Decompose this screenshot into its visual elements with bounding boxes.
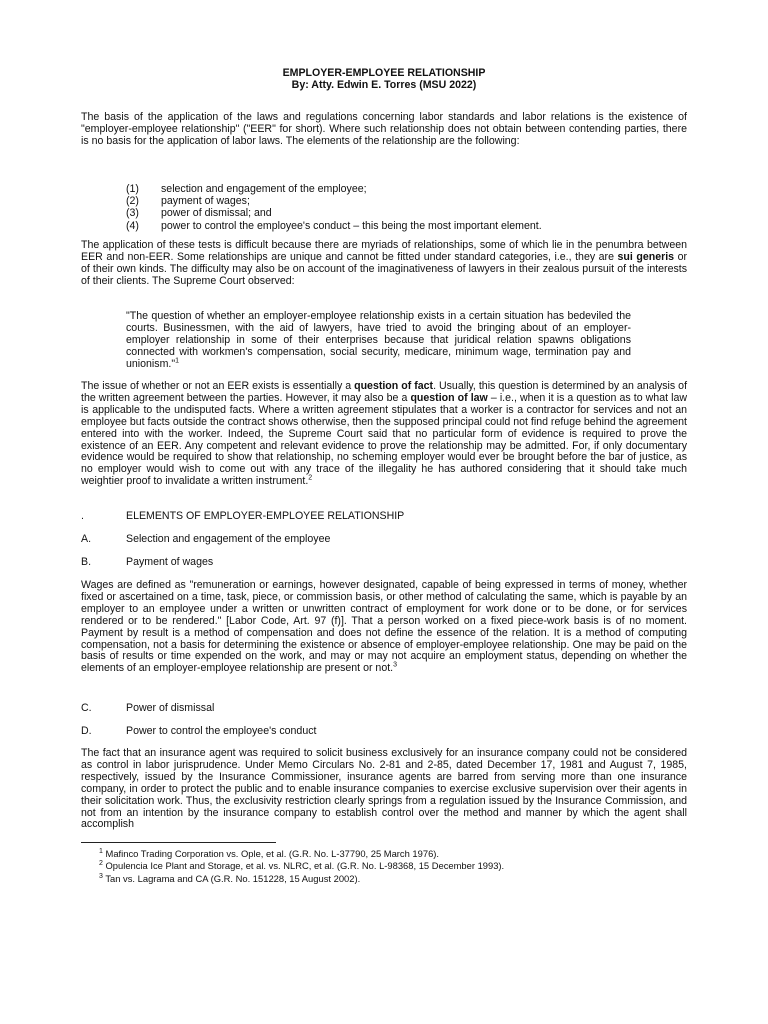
question-of-law-term: question of law — [410, 391, 488, 404]
footnote: $^2$ Opulencia Ice Plant and Storage, et al. vs. NLRC, et al. (G.R. No. L-98368, 15 December 1993). — [99, 860, 505, 872]
control-paragraph: The fact that an insurance agent was required to solicit business exclusively for an insurance company could not be considered as control in labor jurisprudence. Under Memo Circulars No. 2-81 and 2-85, dated December 17, 1981 and August 7, 1985, respectively, issued by the Insurance Commissioner, insurance agents are barred from serving more than one insurance company, in order to protect the public and to enable insurance companies to exercise exclusive supervision over their agents in their solicitation work. Thus, the exclusivity restriction clearly springs from a regulation issued by the Insurance Commission, and not from an intention by the insurance company to establish control over the method and manner by which the agent shall accomplish — [81, 747, 687, 831]
list-item-number: (2) — [126, 195, 139, 208]
section-heading — [81, 510, 404, 522]
document-byline: By: Atty. Edwin E. Torres (MSU 2022) — [291, 79, 477, 91]
footnote-divider — [81, 842, 276, 843]
footnote: $^1$ Mafinco Trading Corporation vs. Ople, et al. (G.R. No. L-37790, 25 March 1976). — [99, 847, 440, 859]
intro-paragraph: The basis of the application of the laws and regulations concerning labor standards and labor relations is the existence of "employer-employee relationship" ("EER" for short). Where such relationship does not obtain between contending parties, there is no basis for the application of labor laws. The elements of the relationship are the following: — [81, 111, 687, 147]
footnote-ref: 3 — [393, 661, 398, 669]
supreme-court-quote: "The question of whether an employer-employee relationship exists in a certain situation has bedeviled the courts. Businessmen, with the aid of lawyers, have tried to avoid the bringing about of an employer-employer relationship in some of their enterprises because that juridical relation spawns obligations connected with workmen's compensation, social security, medicare, minimum wage, termination pay and unionism."$^1$ — [126, 310, 631, 370]
list-item-text: selection and engagement of the employee; — [161, 183, 367, 195]
subheading-c: C. Power of dismissal — [81, 702, 215, 714]
sui-generis-term: sui generis — [617, 250, 675, 263]
list-item-text: power to control the employee's conduct – this being the most important element. — [161, 219, 542, 232]
elements-list — [126, 183, 542, 232]
wages-paragraph: Wages are defined as "remuneration or earnings, however designated, capable of being expressed in terms of money, whether fixed or ascertained on a time, task, piece, or commission basis, or other method of calculating the same, which is payable by an employer to an employee under a written or unwritten contract of employment for work done or to be done, or for services rendered or to be rendered." [Labor Code, Art. 97 (f)]. That a person worked on a fixed piece-work basis is of no moment. Payment by result is a method of compensation and does not define the essence of the relation. It is a method of computing compensation, not a basis for determining the existence or absence of employer-employee relationship. One may be paid on the basis of results or time expended on the work, and may or may not acquire an employment status, depending on whether the elements of an employer-employee relationship are present or not.$^3$ — [81, 579, 687, 675]
subheading-b: B. Payment of wages — [81, 556, 214, 568]
list-item-number: (4) — [126, 219, 139, 232]
subheading-d: D. Power to control the employee's conduct — [81, 725, 317, 737]
document-title: EMPLOYER-EMPLOYEE RELATIONSHIP — [282, 67, 486, 79]
difficulty-paragraph: The application of these tests is difficult because there are myriads of relationships, some of which lie in the penumbra between EER and non-EER. Some relationships are unique and cannot be fitted under standard categories, i.e., they are sui generis or of their own kinds. The difficulty may also be on account of the imaginativeness of lawyers in their zealous pursuit of the interests of their clients. The Supreme Court observed: — [81, 239, 687, 287]
list-item — [126, 207, 542, 219]
footnote: $^3$ Tan vs. Lagrama and CA (G.R. No. 151228, 15 August 2002). — [99, 872, 361, 884]
list-item — [126, 183, 542, 195]
list-item — [126, 220, 542, 232]
list-item-number: (3) — [126, 207, 139, 220]
document-header — [0, 67, 768, 91]
footnote-ref: 1 — [175, 357, 180, 365]
footnotes — [99, 848, 504, 885]
question-of-fact-term: question of fact — [354, 380, 434, 392]
list-item-text: power of dismissal; and — [161, 207, 272, 220]
footnote-ref: 2 — [308, 474, 313, 482]
section-title: ELEMENTS OF EMPLOYER-EMPLOYEE RELATIONSHIP — [126, 510, 405, 522]
subheading-a: A. Selection and engagement of the employee — [81, 533, 331, 545]
question-of-fact-paragraph: The issue of whether or not an EER exists is essentially a question of fact. Usually, this question is determined by an analysis of the written agreement between the parties. However, it may also be a question of law – i.e., when it is a question as to what law is applicable to the undisputed facts. Where a written agreement stipulates that a worker is a contractor for services and not an employee but facts outside the contract shows otherwise, then the supposed principal could not find refuge behind the agreement entered into with the worker. Indeed, the Supreme Court said that no particular form of evidence is required to prove the existence of an EER. Any competent and relevant evidence to prove the relationship may be admitted. For, if only documentary evidence would be required to show that relationship, no scheming employer would ever be brought before the bar of justice, as no employer would wish to come out with any trace of the illegality he has authored considering that it should take much weightier proof to invalidate a written instrument.$^2$ — [81, 380, 688, 488]
list-item — [126, 195, 542, 207]
list-item-number: (1) — [126, 183, 139, 195]
list-item-text: payment of wages; — [161, 195, 250, 208]
section-marker: . — [81, 510, 84, 522]
